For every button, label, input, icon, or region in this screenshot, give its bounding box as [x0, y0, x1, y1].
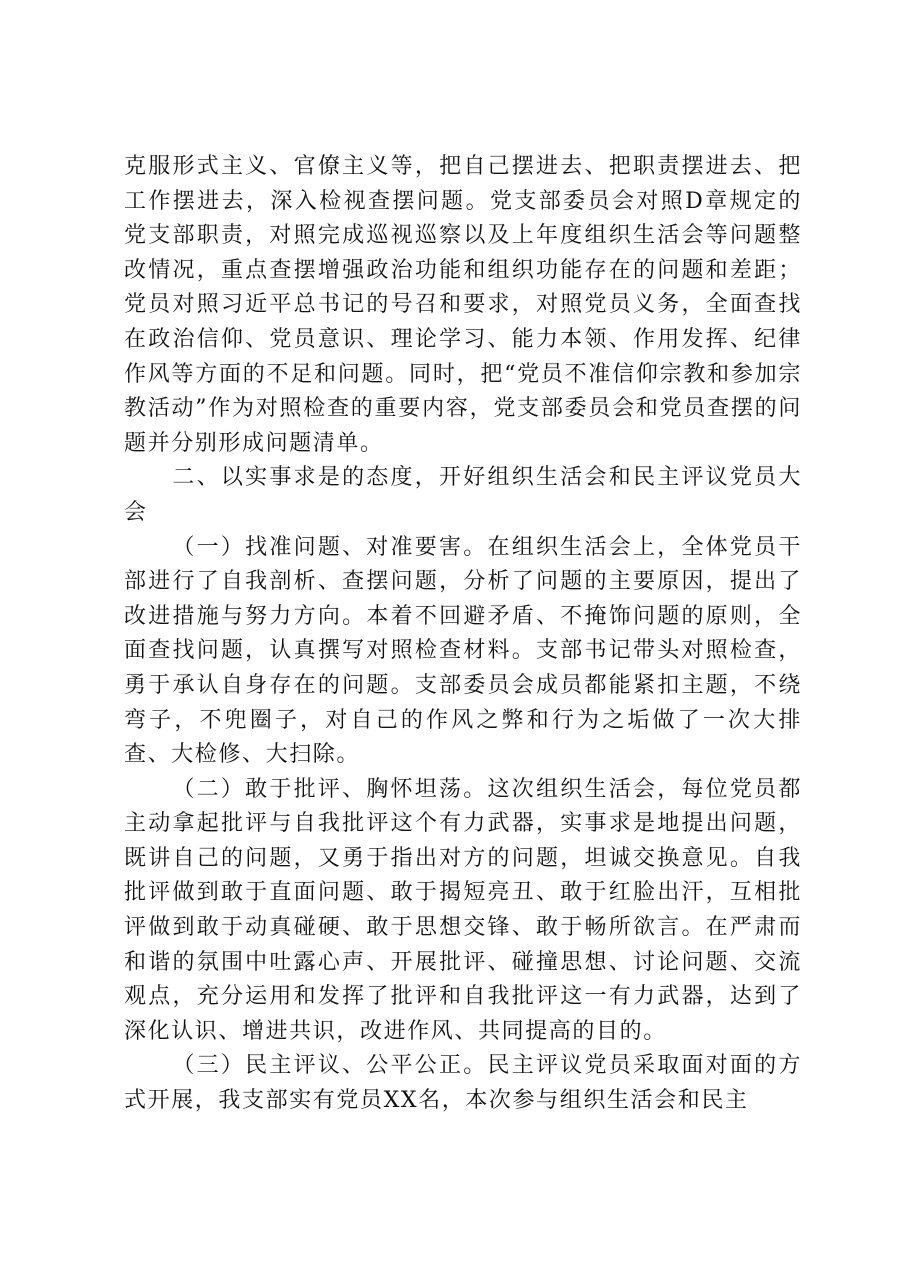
paragraph-subsection-3: （三）民主评议、公平公正。民主评议党员采取面对面的方式开展，我支部实有党员XX名，本次参与组织生活会和民主: [124, 1053, 802, 1114]
document-body: [124, 150, 802, 1119]
section-heading-2: 二、以实事求是的态度，开好组织生活会和民主评议党员大会: [124, 465, 802, 525]
paragraph-subsection-1: （一）找准问题、对准要害。在组织生活会上，全体党员干部进行了自我剖析、查摆问题，分析了问题的主要原因，提出了改进措施与努力方向。本着不回避矛盾、不掩饰问题的原则，全面查找问题，认真撰写对照检查材料。支部书记带头对照检查，勇于承认自身存在的问题。支部委员会成员都能紧扣主题，不绕弯子，不兜圈子，对自己的作风之弊和行为之垢做了一次大排查、大检修、大扫除。: [124, 534, 802, 768]
paragraph-subsection-2: （二）敢于批评、胸怀坦荡。这次组织生活会，每位党员都主动拿起批评与自我批评这个有力武器，实事求是地提出问题，既讲自己的问题，又勇于指出对方的问题，坦诚交换意见。自我批评做到敢于直面问题、敢于揭短亮丑、敢于红脸出汗，互相批评做到敢于动真碰硬、敢于思想交锋、敢于畅所欲言。在严肃而和谐的氛围中吐露心声、开展批评、碰撞思想、讨论问题、交流观点，充分运用和发挥了批评和自我批评这一有力武器，达到了深化认识、增进共识，改进作风、共同提高的目的。: [124, 776, 802, 1044]
paragraph-continuation: 克服形式主义、官僚主义等，把自己摆进去、把职责摆进去、把工作摆进去，深入检视查摆问题。党支部委员会对照D章规定的党支部职责，对照完成巡视巡察以及上年度组织生活会等问题整改情况，重点查摆增强政治功能和组织功能存在的问题和差距；党员对照习近平总书记的号召和要求，对照党员义务，全面查找在政治信仰、党员意识、理论学习、能力本领、作用发挥、纪律作风等方面的不足和问题。同时，把“党员不准信仰宗教和参加宗教活动”作为对照检查的重要内容，党支部委员会和党员查摆的问题并分别形成问题清单。: [124, 154, 802, 456]
